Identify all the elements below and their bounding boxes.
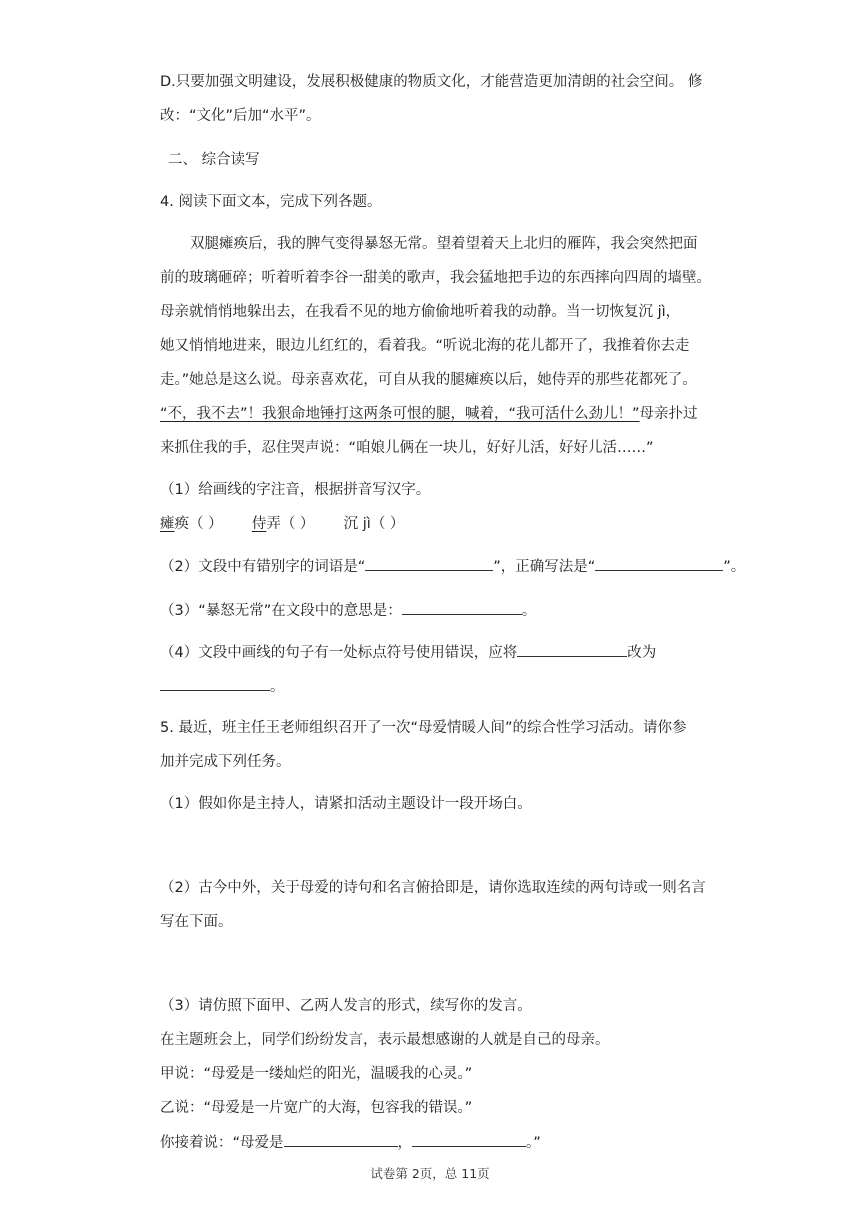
q5-sub3-yi: 乙说：“母爱是一片宽广的大海，包容我的错误。” xyxy=(160,1100,473,1116)
q4-sub1-item3-blank: 沉 jì（ ） xyxy=(343,516,405,532)
q5-sub3-you-text1: 你接着说：“母爱是 xyxy=(160,1135,284,1151)
q5-sub3-blank-1[interactable] xyxy=(284,1132,398,1147)
passage-line-2: 前的玻璃砸碎；听着听着李谷一甜美的歌声，我会猛地把手边的东西摔向四周的墙壁。 xyxy=(160,270,711,286)
q5-sub3-blank-2[interactable] xyxy=(412,1132,526,1147)
q4-sub2-blank-wrong[interactable] xyxy=(365,556,493,571)
q5-prompt-line1: 5. 最近，班主任王老师组织召开了一次“母爱情暖人间”的综合性学习活动。请你参 xyxy=(160,720,687,736)
passage-line-3: 母亲就悄悄地躲出去，在我看不见的地方偷偷地听着我的动静。当一切恢复沉 jì， xyxy=(160,304,681,320)
q4-sub4-text1: （4）文段中画线的句子有一处标点符号使用错误，应将 xyxy=(160,645,518,661)
q5-sub3-you-text3: 。” xyxy=(526,1135,541,1151)
q4-sub4-text3: 。 xyxy=(270,679,285,695)
q5-sub3-jia: 甲说：“母爱是一缕灿烂的阳光，温暖我的心灵。” xyxy=(160,1066,473,1082)
q4-sub4-blank-from[interactable] xyxy=(517,642,627,657)
q4-sub2 xyxy=(160,556,745,577)
q4-sub1-items xyxy=(160,514,404,534)
q4-sub3 xyxy=(160,600,536,621)
passage-line-5: 走。”她总是这么说。母亲喜欢花，可自从我的腿瘫痪以后，她侍弄的那些花都死了。 xyxy=(160,372,697,388)
q4-sub4-text2: 改为 xyxy=(627,645,657,661)
q5-sub3-context: 在主题班会上，同学们纷纷发言，表示最想感谢的人就是自己的母亲。 xyxy=(160,1032,610,1048)
q4-sub3-text2: 。 xyxy=(521,603,537,619)
underlined-char-shi: 侍 xyxy=(251,516,267,532)
q5-sub2-line1: （2）古今中外，关于母爱的诗句和名言俯拾即是，请你选取连续的两句诗或一则名言 xyxy=(160,880,706,896)
q5-prompt-line2: 加并完成下列任务。 xyxy=(160,754,291,770)
q4-sub2-blank-correct[interactable] xyxy=(595,556,723,571)
q4-sub2-text3: ”。 xyxy=(723,559,746,575)
q5-sub1: （1）假如你是主持人，请紧扣活动主题设计一段开场白。 xyxy=(160,796,532,812)
q4-sub1-item1-blank: 痪（ ） xyxy=(174,516,223,532)
q4-sub2-text1: （2）文段中有错别字的词语是“ xyxy=(160,559,366,575)
q4-sub1-item2-blank: 弄（ ） xyxy=(266,516,315,532)
q4-sub4-blank-to[interactable] xyxy=(160,676,270,691)
q4-prompt: 4. 阅读下面文本，完成下列各题。 xyxy=(160,194,382,210)
q5-sub3-you xyxy=(160,1132,541,1153)
q4-sub3-blank[interactable] xyxy=(402,600,522,615)
q3-option-d-line2: 改：“文化”后加“水平”。 xyxy=(160,108,321,124)
q4-sub1-prompt: （1）给画线的字注音，根据拼音写汉字。 xyxy=(160,482,431,498)
section-heading: 二、 综合读写 xyxy=(168,152,260,168)
q4-sub2-text2: ”，正确写法是“ xyxy=(493,559,596,575)
passage-line-7: 来抓住我的手，忍住哭声说：“咱娘儿俩在一块儿，好好儿活，好好儿活……” xyxy=(160,440,654,456)
q5-sub3-prompt: （3）请仿照下面甲、乙两人发言的形式，续写你的发言。 xyxy=(160,998,532,1014)
page-footer: 试卷第 2页，总 11页 xyxy=(370,1166,490,1181)
passage-line-6-rest: 母亲扑过 xyxy=(639,406,698,422)
q5-sub3-you-text2: ， xyxy=(397,1135,413,1151)
underlined-sentence: “不，我不去”！我狠命地锤打这两条可恨的腿，喊着，“我可活什么劲儿！” xyxy=(160,406,640,422)
passage-line-6 xyxy=(160,404,698,424)
q5-sub2-line2: 写在下面。 xyxy=(160,914,233,930)
q4-sub3-text1: （3）“暴怒无常”在文段中的意思是： xyxy=(160,603,402,619)
q4-sub4 xyxy=(160,642,656,663)
q4-sub4-line2 xyxy=(160,676,285,697)
passage-line-4: 她又悄悄地进来，眼边儿红红的，看着我。“听说北海的花儿都开了，我推着你去走 xyxy=(160,338,690,354)
passage-line-1: 双腿瘫痪后，我的脾气变得暴怒无常。望着望着天上北归的雁阵，我会突然把面 xyxy=(190,236,698,252)
underlined-char-tan: 瘫 xyxy=(160,516,175,532)
q3-option-d-line1: D.只要加强文明建设，发展积极健康的物质文化，才能营造更加清朗的社会空间。 修 xyxy=(160,74,703,90)
